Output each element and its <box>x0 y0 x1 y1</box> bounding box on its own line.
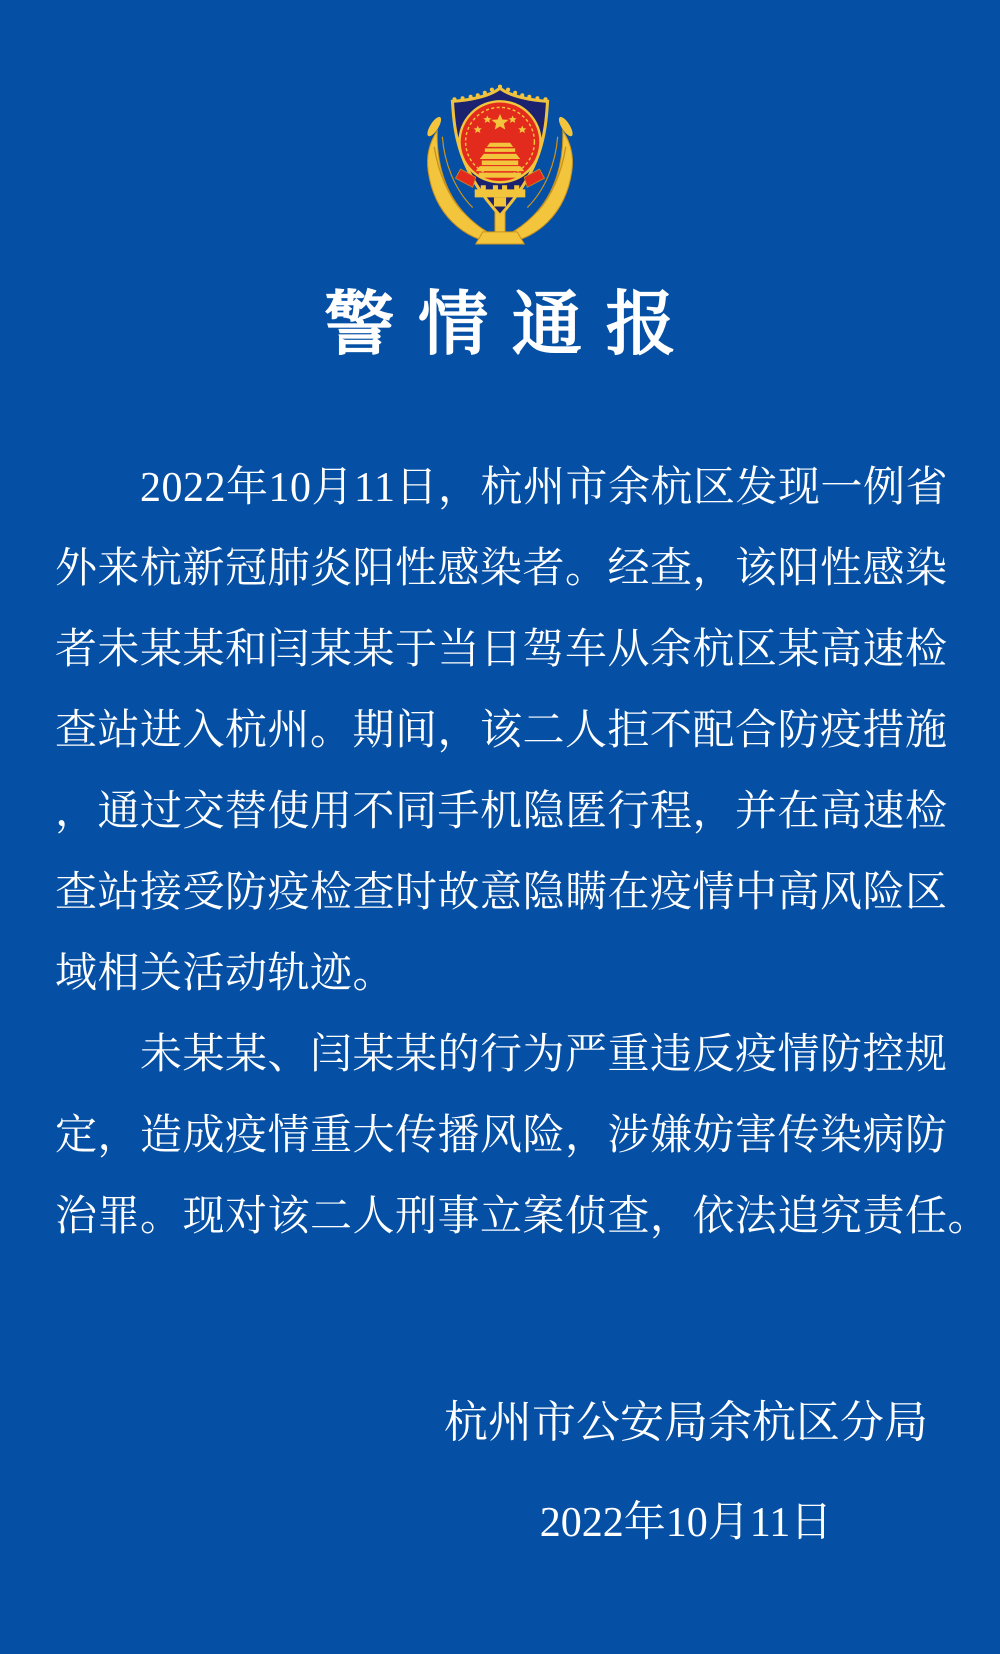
notice-title: 警情通报 <box>324 287 700 364</box>
notice-line: 查站进入杭州。期间，该二人拒不配合防疫措施 <box>55 708 948 754</box>
notice-body <box>55 448 991 1258</box>
notice-line: 定，造成疫情重大传播风险，涉嫌妨害传染病防 <box>55 1113 948 1159</box>
issuer-name: 杭州市公安局余杭区分局 <box>444 1398 928 1447</box>
issue-date: 2022年10月11日 <box>539 1500 833 1546</box>
notice-line: 者未某某和闫某某于当日驾车从余杭区某高速检 <box>55 627 948 673</box>
notice-line: 2022年10月11日，杭州市余杭区发现一例省 <box>55 465 948 511</box>
signature-block <box>444 1396 928 1548</box>
notice-line: 治罪。现对该二人刑事立案侦查，依法追究责任。 <box>55 1194 991 1240</box>
notice-line: ，通过交替使用不同手机隐匿行程，并在高速检 <box>55 789 948 835</box>
notice-line: 查站接受防疫检查时故意隐瞒在疫情中高风险区 <box>55 870 948 916</box>
police-emblem-icon <box>414 74 586 246</box>
notice-line: 未某某、闫某某的行为严重违反疫情防控规 <box>55 1032 948 1078</box>
notice-line: 外来杭新冠肺炎阳性感染者。经查，该阳性感染 <box>55 546 948 592</box>
notice-line: 域相关活动轨迹。 <box>55 951 396 997</box>
